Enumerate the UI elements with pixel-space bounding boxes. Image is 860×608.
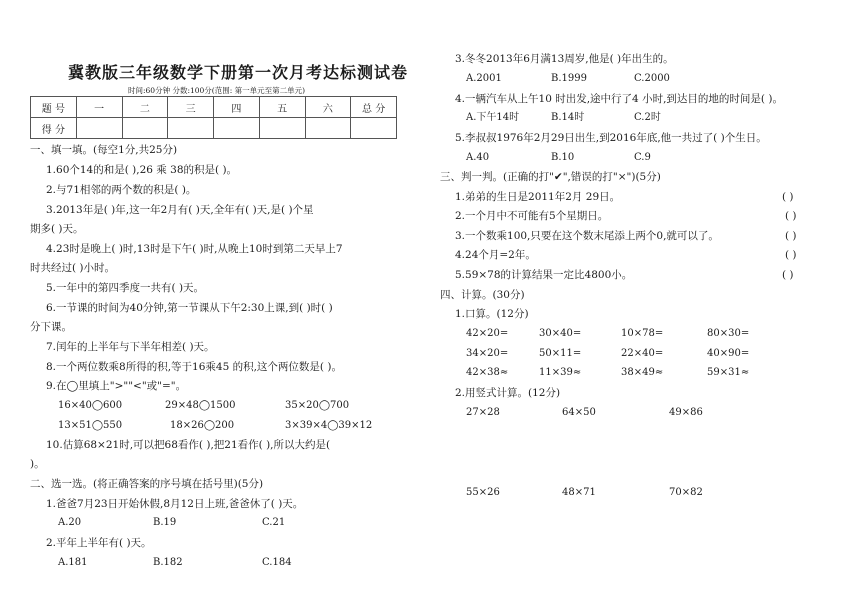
question: 2.平年上半年有( )天。: [46, 537, 152, 549]
question: 分下课。: [30, 321, 72, 333]
table-cell: 一: [76, 97, 122, 118]
answer-blank[interactable]: ( ): [785, 230, 797, 242]
vertical-problem: 70×82: [669, 487, 703, 498]
option: C.2时: [634, 112, 661, 123]
oral-problem: 42×20=: [466, 328, 509, 339]
score-table: [30, 96, 397, 139]
compare-item: 29×48◯1500: [165, 400, 236, 411]
section-heading: 二、选一选。(将正确答案的序号填在括号里)(5分): [30, 478, 264, 490]
judge-item: 1.弟弟的生日是2011年2月 29日。: [455, 191, 621, 203]
vertical-problem: 49×86: [669, 407, 703, 418]
compare-item: 3×39×4◯39×12: [285, 420, 373, 431]
score-input-cell[interactable]: [122, 118, 168, 139]
table-cell: 二: [122, 97, 168, 118]
table-cell: 六: [305, 97, 351, 118]
option: A.181: [58, 557, 88, 568]
option: A.20: [58, 517, 82, 528]
judge-item: 3.一个数乘100,只要在这个数末尾添上两个0,就可以了。: [455, 230, 719, 242]
vertical-problem: 55×26: [466, 487, 500, 498]
option: B.19: [153, 517, 177, 528]
option: A.40: [466, 152, 490, 163]
option: C.21: [262, 517, 286, 528]
oral-problem: 80×30=: [707, 328, 750, 339]
question: 5.一年中的第四季度一共有( )天。: [46, 282, 205, 294]
question: 3.2013年是( )年,这一年2月有( )天,全年有( )天,是( )个星: [46, 204, 314, 216]
sub-heading: 1.口算。(12分): [455, 308, 529, 320]
score-input-cell[interactable]: [351, 118, 397, 139]
oral-problem: 50×11=: [539, 348, 582, 359]
compare-item: 35×20◯700: [285, 400, 350, 411]
question: 2.与71相邻的两个数的积是( )。: [46, 184, 197, 196]
question: 7.闰年的上半年与下半年相差( )天。: [46, 341, 215, 353]
option: B.14时: [551, 112, 585, 123]
table-cell: 三: [168, 97, 214, 118]
question: 6.一节课的时间为40分钟,第一节课从下午2:30上课,到( )时( ): [46, 302, 333, 314]
oral-problem: 40×90=: [707, 348, 750, 359]
option: C.2000: [634, 73, 670, 84]
oral-problem: 10×78=: [621, 328, 664, 339]
table-cell: 题 号: [31, 97, 77, 118]
compare-item: 16×40◯600: [58, 400, 123, 411]
question: 4.23时是晚上( )时,13时是下午( )时,从晚上10时到第二天早上7: [46, 243, 343, 255]
compare-item: 13×51◯550: [58, 420, 123, 431]
vertical-problem: 48×71: [562, 487, 596, 498]
table-cell: 得 分: [31, 118, 77, 139]
option: C.184: [262, 557, 292, 568]
question: 1.60个14的和是( ),26 乘 38的积是( )。: [46, 164, 238, 176]
page-subtitle: 时间:60分钟 分数:100分(范围: 第一单元至第二单元): [128, 86, 306, 95]
score-input-cell[interactable]: [214, 118, 260, 139]
answer-blank[interactable]: ( ): [782, 191, 794, 203]
option: A.下午14时: [466, 112, 520, 123]
oral-problem: 11×39≈: [539, 367, 582, 378]
question: 3.冬冬2013年6月满13周岁,他是( )年出生的。: [455, 53, 674, 65]
table-cell: 五: [259, 97, 305, 118]
vertical-problem: 27×28: [466, 407, 500, 418]
section-heading: 三、判一判。(正确的打"✔",错误的打"×")(5分): [440, 171, 661, 183]
option: B.10: [551, 152, 575, 163]
option: C.9: [634, 152, 651, 163]
question: 8.一个两位数乘8所得的积,等于16乘45 的积,这个两位数是( )。: [46, 361, 342, 373]
question: 期多( )天。: [30, 223, 84, 235]
answer-blank[interactable]: ( ): [785, 210, 797, 222]
section-heading: 四、计算。(30分): [440, 289, 525, 301]
answer-blank[interactable]: ( ): [782, 269, 794, 281]
question: 10.估算68×21时,可以把68看作( ),把21看作( ),所以大约是(: [46, 439, 331, 451]
table-row: [31, 118, 397, 139]
score-input-cell[interactable]: [76, 118, 122, 139]
judge-item: 4.24个月=2年。: [455, 249, 536, 261]
table-cell: 总 分: [351, 97, 397, 118]
page-title: 冀教版三年级数学下册第一次月考达标测试卷: [68, 63, 409, 82]
question: 4.一辆汽车从上午10 时出发,途中行了4 小时,到达目的地的时间是( )。: [455, 93, 783, 105]
question: 5.李叔叔1976年2月29日出生,到2016年底,他一共过了( )个生日。: [455, 132, 767, 144]
compare-item: 18×26◯200: [170, 420, 235, 431]
question: 时共经过( )小时。: [30, 262, 116, 274]
question: )。: [30, 458, 45, 470]
sub-heading: 2.用竖式计算。(12分): [455, 387, 561, 399]
judge-item: 2.一个月中不可能有5个星期日。: [455, 210, 609, 222]
vertical-problem: 64×50: [562, 407, 596, 418]
section-heading: 一、填一填。(每空1分,共25分): [30, 144, 178, 156]
oral-problem: 38×49≈: [621, 367, 664, 378]
option: A.2001: [466, 73, 502, 84]
oral-problem: 34×20=: [466, 348, 509, 359]
option: B.1999: [551, 73, 587, 84]
table-cell: 四: [214, 97, 260, 118]
judge-item: 5.59×78的计算结果一定比4800小。: [455, 269, 633, 281]
table-row: [31, 97, 397, 118]
oral-problem: 30×40=: [539, 328, 582, 339]
oral-problem: 59×31≈: [707, 367, 750, 378]
answer-blank[interactable]: ( ): [785, 249, 797, 261]
oral-problem: 42×38≈: [466, 367, 509, 378]
question: 1.爸爸7月23日开始休假,8月12日上班,爸爸休了( )天。: [46, 498, 304, 510]
score-input-cell[interactable]: [168, 118, 214, 139]
score-input-cell[interactable]: [259, 118, 305, 139]
question: 9.在◯里填上">""<"或"="。: [46, 380, 187, 392]
option: B.182: [153, 557, 183, 568]
score-input-cell[interactable]: [305, 118, 351, 139]
oral-problem: 22×40=: [621, 348, 664, 359]
